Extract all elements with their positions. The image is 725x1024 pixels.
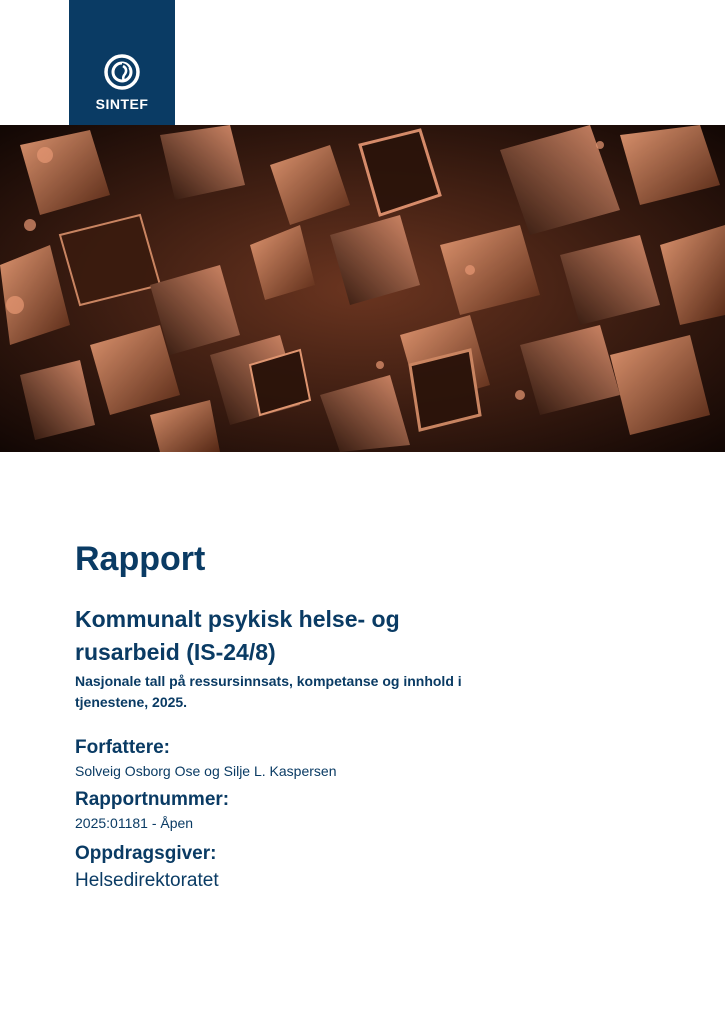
report-title-line1: Kommunalt psykisk helse- og: [75, 606, 400, 632]
report-subtitle: Nasjonale tall på ressursinnsats, kompetanse og innhold i tjenestene, 2025.: [75, 673, 462, 710]
cover-image: [0, 125, 725, 452]
client-value: Helsedirektoratet: [75, 870, 219, 891]
report-title-line2: rusarbeid (IS-24/8): [75, 639, 276, 665]
authors-value: Solveig Osborg Ose og Silje L. Kaspersen: [75, 763, 337, 779]
client-section: [75, 841, 635, 895]
sintef-logo-text: SINTEF: [95, 96, 149, 112]
report-number-label: Rapportnummer:: [75, 789, 230, 810]
report-details: [75, 535, 635, 895]
report-title: [75, 603, 635, 669]
client-label: Oppdragsgiver:: [75, 843, 217, 864]
report-number-value: 2025:01181 - Åpen: [75, 815, 194, 831]
doc-type: Rapport: [75, 540, 206, 578]
report-number-section: [75, 787, 635, 833]
cubes-cover-image: [0, 125, 725, 452]
sintef-logo-icon: [102, 52, 142, 92]
authors-label: Forfattere:: [75, 737, 171, 758]
authors-section: [75, 735, 635, 781]
sintef-logo: [69, 0, 175, 126]
